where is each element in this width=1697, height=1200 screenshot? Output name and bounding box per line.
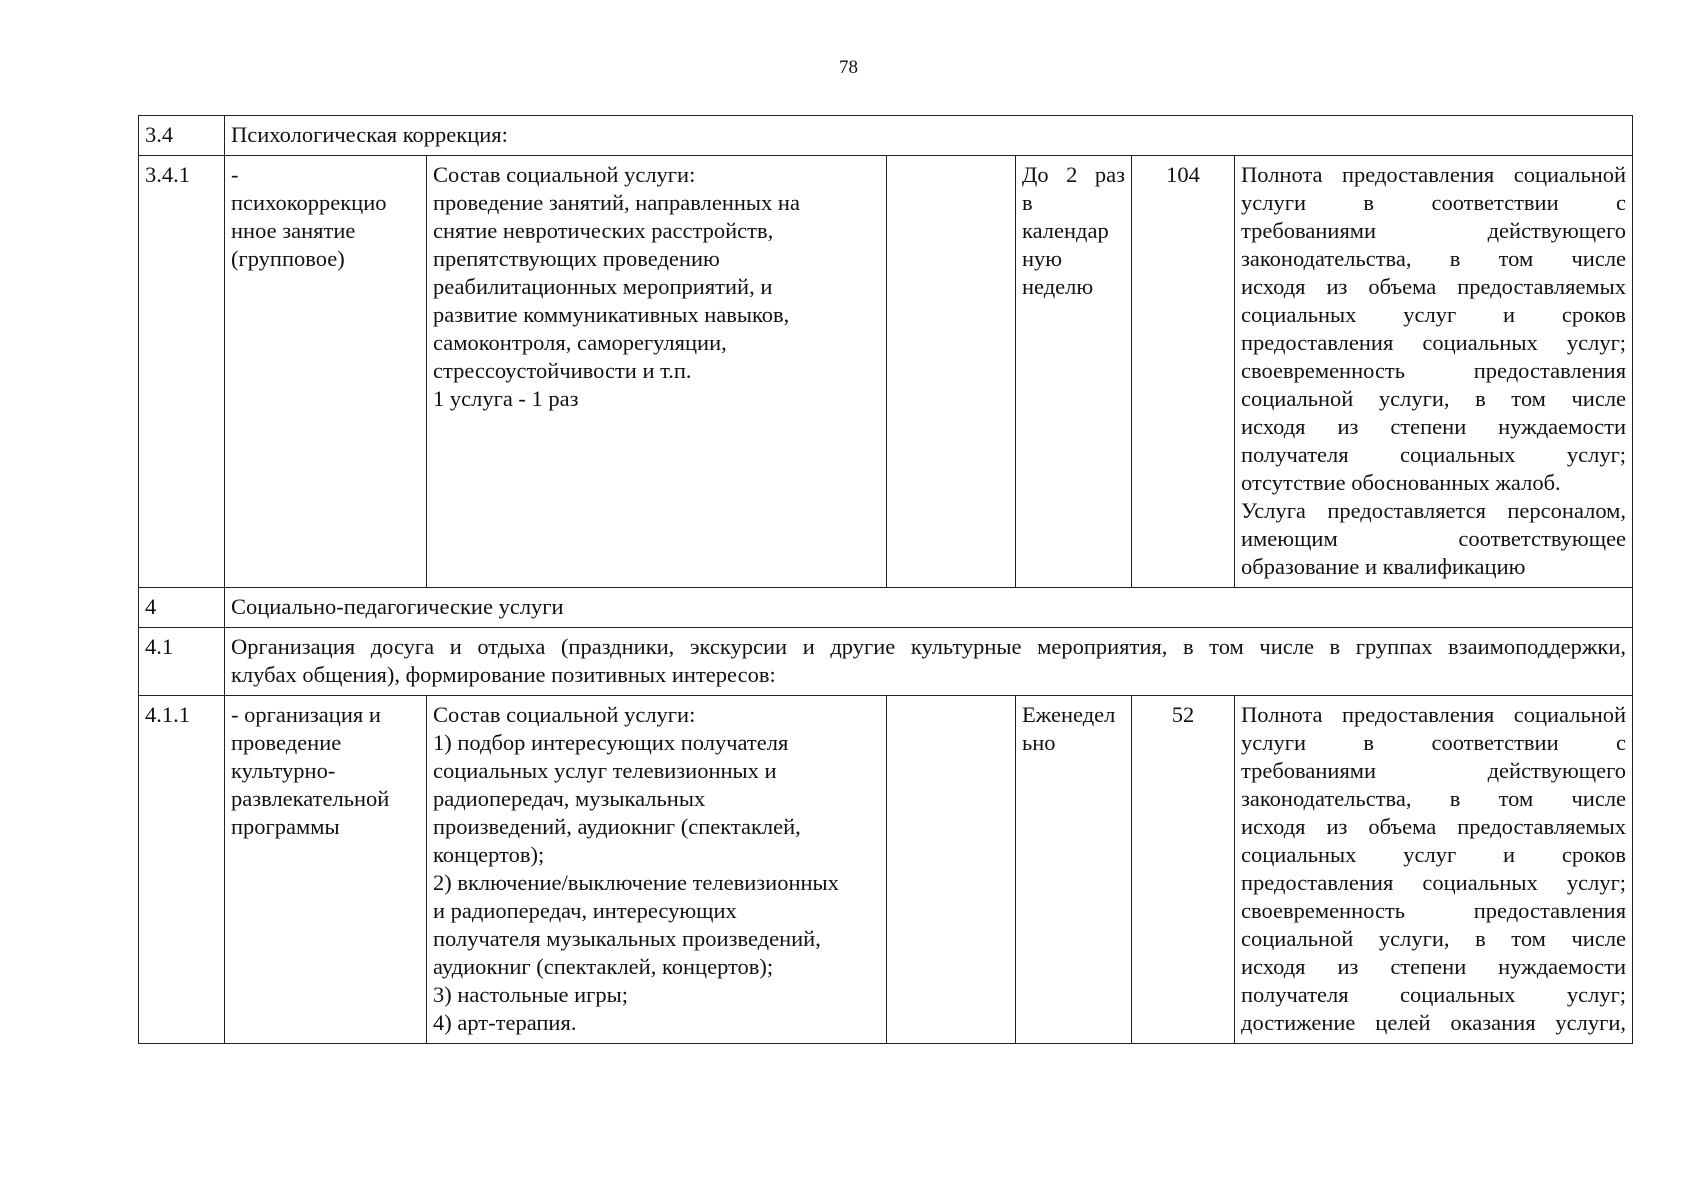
- description-line: реабилитационных мероприятий, и: [433, 274, 773, 299]
- frequency-line: Еженедел: [1022, 702, 1116, 727]
- service-description: [427, 156, 887, 588]
- criteria-line: исходя из объема предоставляемых: [1241, 814, 1627, 839]
- section-title-line: Организация досуга и отдыха (праздники, экскурсии и другие культурные мероприятия, в том числе в группах взаимоподдержки,: [231, 634, 1627, 659]
- description-line: снятие невротических расстройств,: [433, 218, 774, 243]
- criteria-line: получателя социальных услуг;: [1241, 982, 1627, 1007]
- criteria-line: имеющим соответствующее: [1241, 526, 1627, 551]
- criteria-line: исходя из объема предоставляемых: [1241, 274, 1627, 299]
- description-line: радиопередач, музыкальных: [433, 786, 706, 811]
- criteria-line: социальных услуг и сроков: [1241, 842, 1627, 867]
- service-name-line: - организация и: [231, 702, 381, 727]
- description-line: самоконтроля, саморегуляции,: [433, 330, 727, 355]
- empty-cell: [887, 156, 1016, 588]
- frequency-line: неделю: [1022, 274, 1094, 299]
- description-line: концертов);: [433, 842, 545, 867]
- description-line: получателя музыкальных произведений,: [433, 926, 821, 951]
- service-frequency: [1016, 156, 1132, 588]
- row-number: 4.1: [139, 628, 225, 696]
- description-line: 4) арт-терапия.: [433, 1010, 577, 1035]
- criteria-line: социальной услуги, в том числе: [1241, 386, 1627, 411]
- section-title-line: клубах общения), формирование позитивных интересов:: [231, 662, 776, 687]
- description-line: и радиопередач, интересующих: [433, 898, 737, 923]
- criteria-line: предоставления социальных услуг;: [1241, 330, 1627, 355]
- description-line: 1) подбор интересующих получателя: [433, 730, 789, 755]
- service-name-line: -: [231, 162, 239, 187]
- frequency-line: календар: [1022, 218, 1109, 243]
- criteria-line: Полнота предоставления социальной: [1241, 162, 1627, 187]
- service-quantity: 52: [1132, 696, 1235, 1044]
- criteria-line: требованиями действующего: [1241, 758, 1627, 783]
- criteria-line: своевременность предоставления: [1241, 898, 1627, 923]
- description-line: аудиокниг (спектаклей, концертов);: [433, 954, 774, 979]
- service-name-line: нное занятие: [231, 218, 356, 243]
- table-row-3-4: [139, 116, 1633, 156]
- service-quantity: 104: [1132, 156, 1235, 588]
- row-number: 4: [139, 588, 225, 628]
- criteria-line: требованиями действующего: [1241, 218, 1627, 243]
- table-row-4: [139, 588, 1633, 628]
- description-line: социальных услуг телевизионных и: [433, 758, 777, 783]
- service-description: [427, 696, 887, 1044]
- section-title: Социально-педагогические услуги: [225, 588, 1633, 628]
- service-name-line: проведение: [231, 730, 342, 755]
- frequency-line: До 2 раз: [1022, 162, 1125, 187]
- criteria-line: получателя социальных услуг;: [1241, 442, 1627, 467]
- description-line: стрессоустойчивости и т.п.: [433, 358, 692, 383]
- table-row-3-4-1: [139, 156, 1633, 588]
- services-table: [138, 115, 1633, 1044]
- service-frequency: [1016, 696, 1132, 1044]
- criteria-line: отсутствие обоснованных жалоб.: [1241, 470, 1561, 495]
- description-line: 3) настольные игры;: [433, 982, 629, 1007]
- section-title: Психологическая коррекция:: [225, 116, 1633, 156]
- description-line: проведение занятий, направленных на: [433, 190, 800, 215]
- quality-criteria: [1235, 696, 1633, 1044]
- service-name-line: развлекательной: [231, 786, 390, 811]
- description-line: препятствующих проведению: [433, 246, 720, 271]
- section-title: [225, 628, 1633, 696]
- criteria-line: Полнота предоставления социальной: [1241, 702, 1627, 727]
- description-line: 2) включение/выключение телевизионных: [433, 870, 839, 895]
- service-name-line: (групповое): [231, 246, 345, 271]
- description-line: развитие коммуникативных навыков,: [433, 302, 790, 327]
- frequency-line: ную: [1022, 246, 1063, 271]
- service-name: [225, 156, 427, 588]
- criteria-line: предоставления социальных услуг;: [1241, 870, 1627, 895]
- service-name-line: культурно-: [231, 758, 336, 783]
- service-name: [225, 696, 427, 1044]
- frequency-line: в: [1022, 190, 1033, 215]
- description-line: 1 услуга - 1 раз: [433, 386, 579, 411]
- service-name-line: психокоррекцио: [231, 190, 387, 215]
- criteria-line: социальных услуг и сроков: [1241, 302, 1627, 327]
- page-number: 78: [839, 57, 858, 78]
- criteria-line: законодательства, в том числе: [1241, 786, 1627, 811]
- row-number: 3.4: [139, 116, 225, 156]
- description-line: Состав социальной услуги:: [433, 702, 696, 727]
- table-row-4-1-1: [139, 696, 1633, 1044]
- criteria-line: услуги в соответствии с: [1241, 190, 1627, 215]
- quality-criteria: [1235, 156, 1633, 588]
- table-row-4-1: [139, 628, 1633, 696]
- criteria-line: Услуга предоставляется персоналом,: [1241, 498, 1627, 523]
- row-number: 4.1.1: [139, 696, 225, 1044]
- criteria-line: исходя из степени нуждаемости: [1241, 954, 1627, 979]
- criteria-line: своевременность предоставления: [1241, 358, 1627, 383]
- criteria-line: законодательства, в том числе: [1241, 246, 1627, 271]
- frequency-line: ьно: [1022, 730, 1056, 755]
- description-line: произведений, аудиокниг (спектаклей,: [433, 814, 801, 839]
- criteria-line: социальной услуги, в том числе: [1241, 926, 1627, 951]
- criteria-line: образование и квалификацию: [1241, 554, 1526, 579]
- service-name-line: программы: [231, 814, 340, 839]
- description-line: Состав социальной услуги:: [433, 162, 696, 187]
- row-number: 3.4.1: [139, 156, 225, 588]
- criteria-line: достижение целей оказания услуги,: [1241, 1010, 1627, 1035]
- empty-cell: [887, 696, 1016, 1044]
- criteria-line: услуги в соответствии с: [1241, 730, 1627, 755]
- criteria-line: исходя из степени нуждаемости: [1241, 414, 1627, 439]
